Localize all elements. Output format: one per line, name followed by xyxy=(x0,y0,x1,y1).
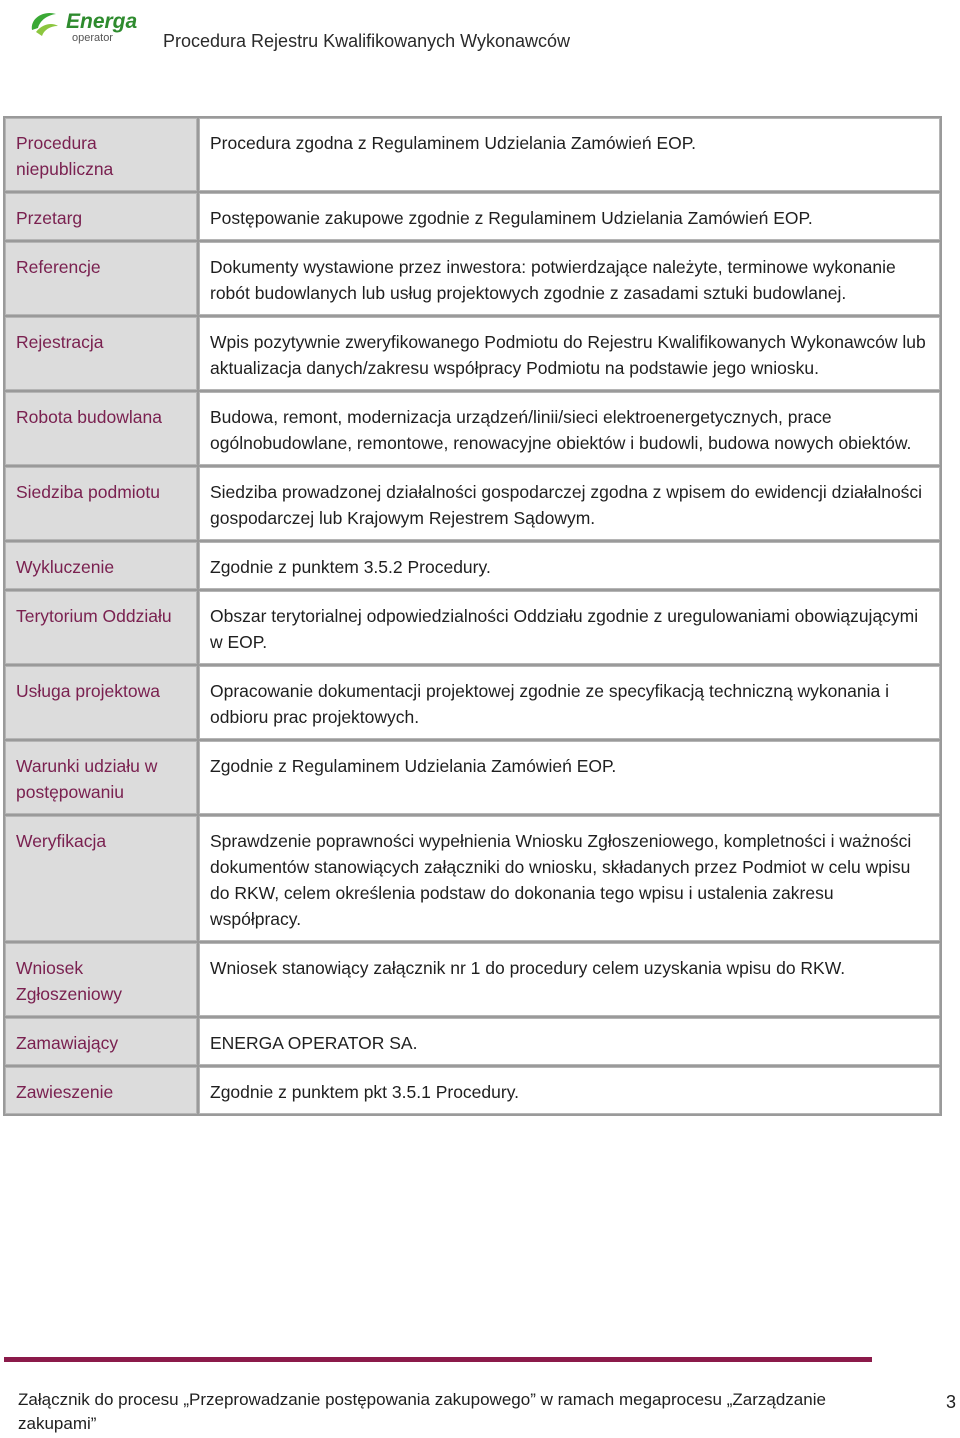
definition-text: Procedura zgodna z Regulaminem Udzielania Zamówień EOP. xyxy=(199,118,940,191)
definition-row xyxy=(5,816,940,941)
page-number: 3 xyxy=(946,1392,957,1412)
definition-text: Sprawdzenie poprawności wypełnienia Wniosku Zgłoszeniowego, kompletności i ważności dokumentów stanowiących załączniki do wniosku, składanych przez Podmiot w celu wpisu do RKW, celem określenia podstaw do dokonania tego wpisu i ustalenia zakresu współpracy. xyxy=(199,816,940,941)
definition-row xyxy=(5,542,940,589)
definition-term: Wykluczenie xyxy=(5,542,197,589)
definition-term: Usługa projektowa xyxy=(5,666,197,739)
definition-term: Zawieszenie xyxy=(5,1067,197,1114)
definition-row xyxy=(5,193,940,240)
definition-row xyxy=(5,118,940,191)
definition-text: Dokumenty wystawione przez inwestora: potwierdzające należyte, terminowe wykonanie robót budowlanych lub usług projektowych zgodnie z zasadami sztuki budowlanej. xyxy=(199,242,940,315)
definition-text: Zgodnie z Regulaminem Udzielania Zamówień EOP. xyxy=(199,741,940,814)
logo-name: Energa xyxy=(66,10,138,33)
definition-term: Przetarg xyxy=(5,193,197,240)
definition-text: Siedziba prowadzonej działalności gospodarczej zgodna z wpisem do ewidencji działalności gospodarczej lub Krajowym Rejestrem Sądowym. xyxy=(199,467,940,540)
definition-text: Wniosek stanowiący załącznik nr 1 do procedury celem uzyskania wpisu do RKW. xyxy=(199,943,940,1016)
definition-text: Obszar terytorialnej odpowiedzialności Oddziału zgodnie z uregulowaniami obowiązującymi w EOP. xyxy=(199,591,940,664)
definition-term: Wniosek Zgłoszeniowy xyxy=(5,943,197,1016)
definition-row xyxy=(5,741,940,814)
definition-row xyxy=(5,591,940,664)
definitions-table xyxy=(3,116,942,1116)
definition-row xyxy=(5,467,940,540)
definition-row xyxy=(5,1067,940,1114)
definition-term: Robota budowlana xyxy=(5,392,197,465)
energa-leaf-icon xyxy=(26,6,166,46)
logo-sub: operator xyxy=(72,32,113,44)
definition-row xyxy=(5,1018,940,1065)
definition-text: Opracowanie dokumentacji projektowej zgodnie ze specyfikacją techniczną wykonania i odbioru prac projektowych. xyxy=(199,666,940,739)
definition-term: Warunki udziału w postępowaniu xyxy=(5,741,197,814)
definition-text: Budowa, remont, modernizacja urządzeń/linii/sieci elektroenergetycznych, prace ogólnobudowlane, remontowe, renowacyjne obiektów i budowli, budowa nowych obiektów. xyxy=(199,392,940,465)
definition-term: Zamawiający xyxy=(5,1018,197,1065)
document-title: Procedura Rejestru Kwalifikowanych Wykonawców xyxy=(163,31,571,51)
definition-term: Weryfikacja xyxy=(5,816,197,941)
definition-row xyxy=(5,666,940,739)
definition-text: Postępowanie zakupowe zgodnie z Regulaminem Udzielania Zamówień EOP. xyxy=(199,193,940,240)
definition-text: Zgodnie z punktem pkt 3.5.1 Procedury. xyxy=(199,1067,940,1114)
definition-term: Rejestracja xyxy=(5,317,197,390)
definition-row xyxy=(5,242,940,315)
definition-term: Siedziba podmiotu xyxy=(5,467,197,540)
footer-text: Załącznik do procesu „Przeprowadzanie postępowania zakupowego” w ramach megaprocesu „Zarządzanie zakupami” xyxy=(18,1390,826,1433)
definition-text: Wpis pozytywnie zweryfikowanego Podmiotu do Rejestru Kwalifikowanych Wykonawców lub aktualizacja danych/zakresu współpracy Podmiotu na podstawie jego wniosku. xyxy=(199,317,940,390)
definition-row xyxy=(5,392,940,465)
definition-row xyxy=(5,943,940,1016)
definition-row xyxy=(5,317,940,390)
definition-term: Procedura niepubliczna xyxy=(5,118,197,191)
definition-term: Referencje xyxy=(5,242,197,315)
definition-term: Terytorium Oddziału xyxy=(5,591,197,664)
definition-text: Zgodnie z punktem 3.5.2 Procedury. xyxy=(199,542,940,589)
definition-text: ENERGA OPERATOR SA. xyxy=(199,1018,940,1065)
footer-divider xyxy=(4,1357,872,1362)
energa-operator-logo xyxy=(26,6,166,46)
